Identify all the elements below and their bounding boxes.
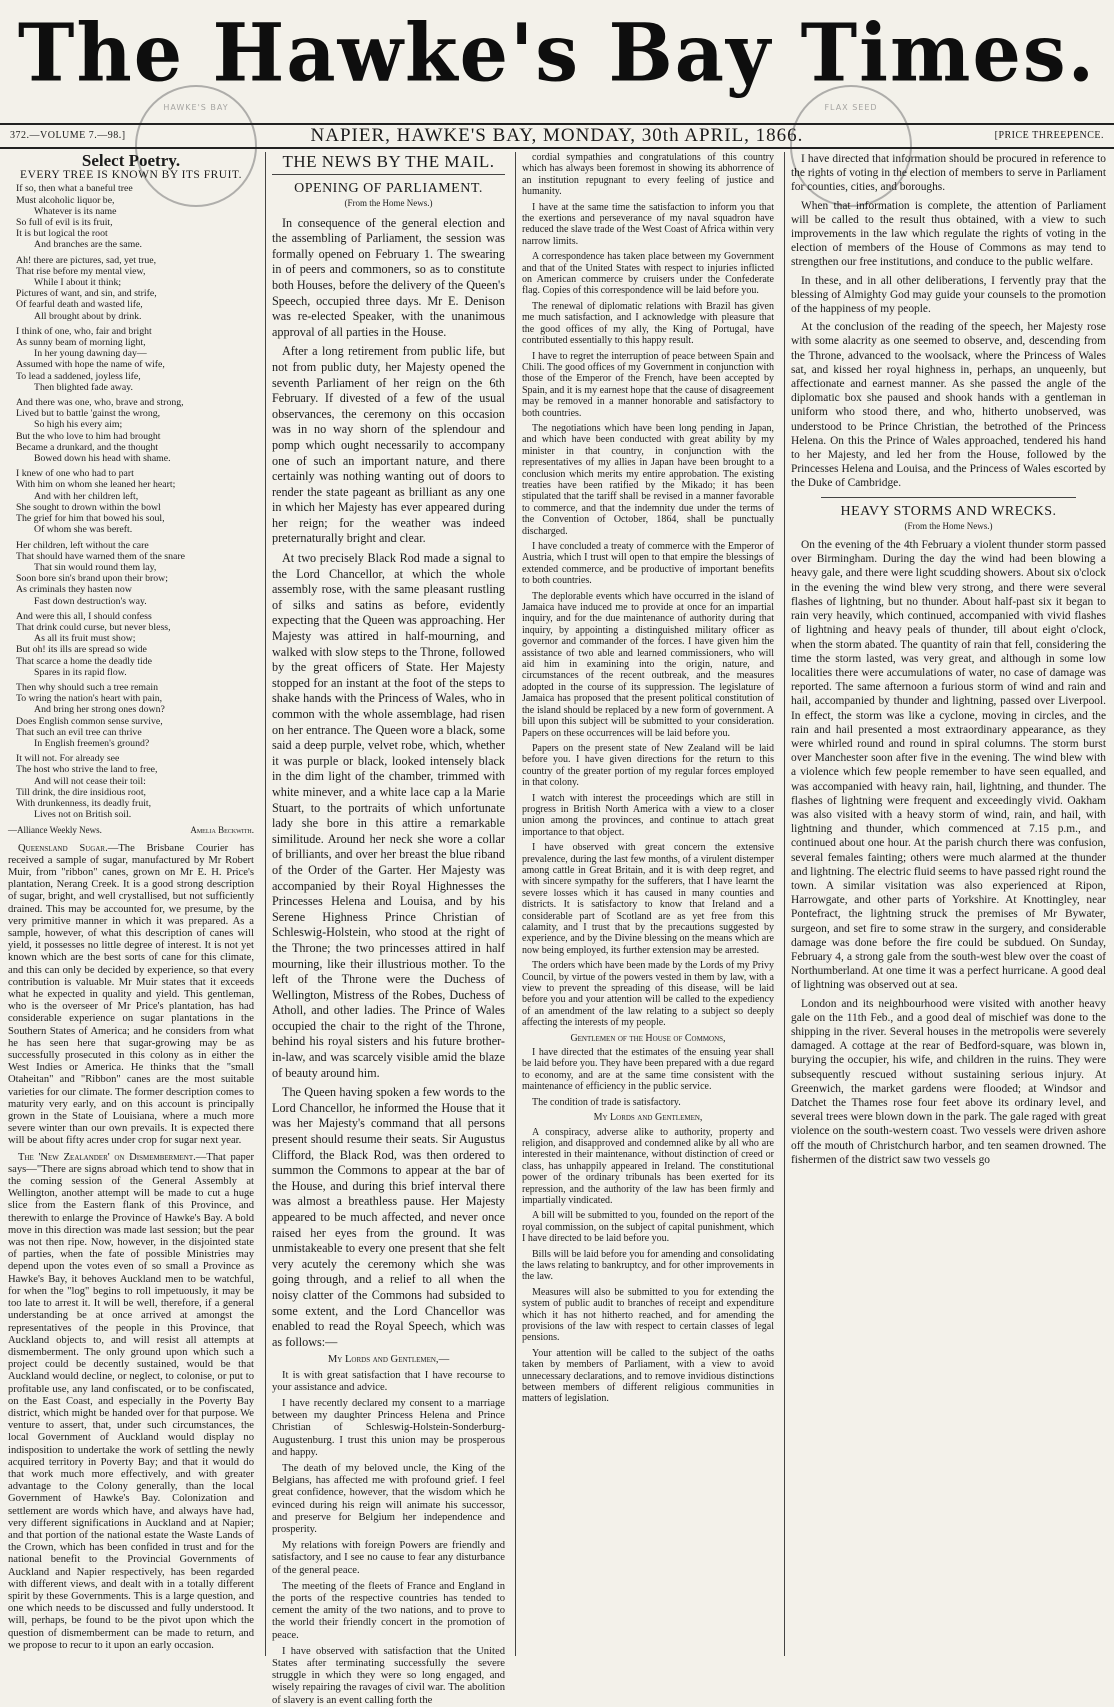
poem-line: Lived but to battle 'gainst the wrong, bbox=[16, 408, 161, 420]
poem-line: And will not cease their toil: bbox=[34, 775, 146, 787]
poem-line: The grief for him that bowed his soul, bbox=[16, 513, 165, 525]
paragraph: London and its neighbourhood were visited with another heavy gale on the 11th Feb., and a good deal of mischief was done to the shipping in the river. Several houses in the metropolis were severely damaged. A cottage at the rear of Bedford-square, was blown in, burying the occupier, his wife, and children in the ruins. They were subsequently rescued without sustaining serious injury. At Greenwich, the market gardens were flooded; at Windsor and Datchet the Thames rose four feet above its ordinary level, and several trees were blown down in the park. The gale raged with great violence on the south-western coast. Two vessels were driven ashore off the mouth of Christchurch harbor, and ten seamen drowned. The fishermen of the district saw two vessels go bbox=[791, 997, 1106, 1166]
paragraph: The death of my beloved uncle, the King of the Belgians, has affected me with profound grief. I feel great confidence, however, that the wisdom which he evinced during his reign will animate his successor, and preserve for Belgium her independence and prosperity. bbox=[272, 1462, 505, 1535]
poem-stanza bbox=[16, 183, 254, 250]
poem-credit bbox=[8, 824, 254, 836]
poem-line: And were this all, I should confess bbox=[16, 610, 152, 622]
paragraph: Bills will be laid before you for amending and consolidating the laws relating to bankruptcy, and for other improvements in the law. bbox=[522, 1248, 774, 1283]
queens-speech-end bbox=[791, 152, 1106, 316]
poem-line: That sin would round them lay, bbox=[34, 561, 157, 573]
paragraph: The deplorable events which have occurred in the island of Jamaica have induced me to provide at once for an impartial inquiry, and for the due maintenance of authority during that inquiry, by appointing a distinguished military officer as governor and commander of the forces. I have given him the assistance of two able and learned commissioners, who will aid him in examining into the origin, nature, and circumstances of the recent outbreak, and the measures adopted in the course of its suppression. The legislature of Jamaica has proposed that the present political constitution of the island should be replaced by a new form of government. A bill upon this subject will be submitted to your consideration. Papers on these occurrences will be laid before you. bbox=[522, 590, 774, 739]
paragraph: I have directed that information should be procured in reference to the rights of voting in the election of members to serve in Parliament for counties, cities, and boroughs. bbox=[791, 153, 1106, 194]
queens-speech-cont bbox=[522, 1127, 774, 1405]
paragraph: cordial sympathies and congratulations of this country which has always been foremost in showing its abhorrence of an institution repugnant to every feeling of justice and humanity. bbox=[522, 152, 774, 198]
poem-line: As sunny beam of morning light, bbox=[16, 337, 146, 349]
paragraph: I watch with interest the proceedings which are still in progress in British North America with a view to a closer union among the provinces, and continue to attach great importance to that object. bbox=[522, 792, 774, 838]
dateline-bar bbox=[0, 123, 1114, 149]
poem-line: To wring the nation's heart with pain, bbox=[16, 693, 163, 705]
article-paragraph: At the conclusion of the reading of the speech, her Majesty rose with some alacrity as one seemed to observe, and, descending from the Throne, advanced to the woolsack, where the Princess of Wales sat, and kissed her royal highness in, perhaps, an unqueenly, but affectionate and earnest manner. As she passed the angle of the diplomatic box she paused and shook hands with a gentleman in uniform who stood there, and who, hitherto unobserved, was understood to be Prince Christian, the betrothed of the Princess Helena. On this the Prince of Wales approached, tendered his hand to her Majesty, and led her from the House, followed by the Princesses Helena and Louisa, and the Princess of Wales escorted by the Duke of Cambridge. bbox=[791, 321, 1106, 490]
queens-speech bbox=[272, 1370, 505, 1707]
paragraph: In consequence of the general election and the assembling of Parliament, the session was formally opened on February 1. The swearing in of peers and commoners, so as to constitute both Houses, before the delivery of the Queen's Speech, occupied three days. Mr E. Denison was re-elected Speaker, with the unanimous approval of all parties in the House. bbox=[272, 215, 505, 339]
poem-line: Whatever is its name bbox=[34, 205, 117, 217]
newspaper-title: The Hawke's Bay Times. bbox=[17, 5, 1097, 100]
poem-stanza bbox=[16, 468, 254, 535]
poem-stanza bbox=[16, 540, 254, 607]
poem-line: As all its fruit must show; bbox=[34, 633, 136, 645]
poem-line: Does English common sense survive, bbox=[16, 715, 163, 727]
paragraph: At two precisely Black Rod made a signal to the Lord Chancellor, at which the whole assembly rose, with the same pleasant rustling of silks and satins as before, evidently expecting that the Queen was approaching. Her Majesty was attired in half-mourning, and walked with slow steps to the Throne, followed by the great officers of State. Her Majesty stopped for an instant at the foot of the steps to shake hands with the Princess of Wales, who in common with the whole assemblage, had risen on her entrance. The Queen wore a black, some said a deep purple, velvet robe, which, whether it was purple or black, looked intensely black in the dim light of the chamber, trimmed with white minever, and a white lace cap a la Marie Stuart, to the portraits of which unfortunate lady she bore in this attire a remarkable similitude. Around her neck she wore a collar of brilliants, and over her breast the blue riband of the Order of the Garter. Her Majesty was accompanied by their Royal Highnesses the Princesses Helena and Louisa, and by his Serene Highness Prince Christian of Schleswig-Holstein, who stood at the right of the Throne; the two princesses attired in half mourning, like their illustrious mother. To the left of the Throne were the Duchess of Wellington, Mistress of the Robes, Duchess of Atholl, and other ladies. The Prince of Wales occupied the chair to the right of the Throne, behind his royal sisters and his future brother-in-law, and was scarcely visible amid the blaze of beauty around him. bbox=[272, 551, 505, 1080]
queens-speech-cont bbox=[522, 152, 774, 1029]
paragraph: I have recently declared my consent to a marriage between my daughter Princess Helena and Prince Christian of Schleswig-Holstein-Sonderburg-Augustenburg. I trust this union may be prosperous and happy. bbox=[272, 1397, 505, 1458]
poem-body bbox=[8, 183, 254, 820]
poem-line: And bring her strong ones down? bbox=[34, 704, 165, 716]
poem-line: Of whom she was bereft. bbox=[34, 524, 133, 536]
poem-line: That rise before my mental view, bbox=[16, 265, 146, 277]
poem-title: EVERY TREE IS KNOWN BY ITS FRUIT. bbox=[20, 169, 242, 182]
storms-heading: HEAVY STORMS AND WRECKS. bbox=[840, 503, 1057, 519]
divider bbox=[821, 497, 1076, 498]
paragraph: Papers on the present state of New Zealand will be laid before you. I have given directions for the return to this country of the greater portion of my regular forces employed in that colony. bbox=[522, 742, 774, 789]
paragraph: After a long retirement from public life, but not from public duty, her Majesty opened the seventh Parliament of her reign on the 6th February. If divested of a few of the usual observances, the ceremony on this occasion was in no way shorn of the splendour and pomp which ought necessarily to accompany one of such an important nature, and there certainly was nothing wanting out of doors to render the state pageant as brilliant as any one in which her Majesty has ever appeared during her reign; for the weather was indeed preternaturally bright and clear. bbox=[272, 344, 505, 546]
source-note: (From the Home News.) bbox=[344, 198, 433, 209]
poem-line: With him on whom she leaned her heart; bbox=[16, 479, 176, 491]
poem-line: Then blighted fade away. bbox=[34, 381, 133, 393]
price-label: [PRICE THREEPENCE. bbox=[994, 130, 1104, 141]
select-poetry-heading: Select Poetry. bbox=[81, 151, 181, 170]
poem-stanza bbox=[16, 611, 254, 678]
poem-line: Fast down destruction's way. bbox=[34, 595, 147, 607]
paragraph: My relations with foreign Powers are friendly and satisfactory, and I see no cause to fear any disturbance of the general peace. bbox=[272, 1540, 505, 1576]
poem-line: If so, then what a baneful tree bbox=[16, 183, 133, 195]
postal-stamp-right: FLAX SEED bbox=[790, 85, 912, 207]
paragraph: The renewal of diplomatic relations with Brazil has given me much satisfaction, and I acknowledge with pleasure that the good offices of my ally, the King of Portugal, have contributed essentially to this happy result. bbox=[522, 300, 774, 347]
poem-line: It is but logical the root bbox=[16, 228, 108, 240]
place-and-date: NAPIER, HAWKE'S BAY, MONDAY, 30th APRIL, 1866. bbox=[310, 125, 804, 146]
column-1 bbox=[8, 152, 260, 1656]
paragraph: A correspondence has taken place between my Government and that of the United States with respect to injuries inflicted on American commerce by cruisers under the Confederate flag. Copies of this correspondence will be laid before you. bbox=[522, 251, 774, 297]
queens-speech-cont bbox=[522, 1047, 774, 1108]
poem-line: Ah! there are pictures, sad, yet true, bbox=[16, 254, 157, 266]
poem-line: Must alcoholic liquor be, bbox=[16, 194, 115, 206]
poem-line: She sought to drown within the bowl bbox=[16, 501, 161, 513]
poem-line: So full of evil is its fruit, bbox=[16, 217, 113, 229]
poem-line: That scarce a home the deadly tide bbox=[16, 655, 153, 667]
paragraph: Measures will also be submitted to you for extending the system of public audit to branches of receipt and expenditure which it has not hitherto reached, and for amending the provisions of the law with respect to certain classes of legal pensions. bbox=[522, 1286, 774, 1344]
poem-line: Soon bore sin's brand upon their brow; bbox=[16, 573, 168, 585]
article-body bbox=[272, 216, 505, 1351]
poem-line: With drunkenness, its deadly fruit, bbox=[16, 797, 152, 809]
news-by-mail-heading: THE NEWS BY THE MAIL. bbox=[272, 156, 505, 175]
poem-line: And there was one, who, brave and strong, bbox=[16, 397, 184, 409]
paragraph: I have directed that the estimates of the ensuing year shall be laid before you. They have been prepared with a due regard to economy, and are at the same time consistent with the maintenance of efficiency in the public service. bbox=[522, 1047, 774, 1093]
article-heading: Queensland Sugar. bbox=[18, 842, 108, 854]
poem-line: In her young dawning day— bbox=[34, 348, 147, 360]
paragraph: The condition of trade is satisfactory. bbox=[532, 1096, 681, 1108]
paragraph: A conspiracy, adverse alike to authority, property and religion, and disapproved and condemned alike by all who are interested in their maintenance, without distinction of creed or class, has unhappily appeared in Ireland. The constitutional power of the ordinary tribunals has been exerted for its repression, and the authority of the law has been firmly and impartially vindicated. bbox=[522, 1126, 774, 1206]
poem-line: Pictures of want, and sin, and strife, bbox=[16, 288, 157, 300]
paragraph: When that information is complete, the attention of Parliament will be called to the result thus obtained, with a view to such improvements in the law which regulate the rights of voting in the election of members of the House of Commons as may tend to strengthen our free institutions, and conduce to the public welfare. bbox=[791, 199, 1106, 269]
poem-line: While I about it think; bbox=[34, 277, 122, 289]
poem-line: Spares in its rapid flow. bbox=[34, 666, 127, 678]
paragraph: The Queen having spoken a few words to the Lord Chancellor, he informed the House that it was her Majesty's command that all persons present should resume their seats. Sir Augustus Clifford, the Black Rod, was then ordered to summon the Commons to appear at the bar of the House, and during this brief interval there was almost a breathless pause. Her Majesty appeared to be much affected, and never once raised her eyes from the ground. It was unmistakeable to every one present that she felt very acutely the ceremony which she was going through, and a relief to all when the noisy clatter of the Commons had subsided to some extent, and the Lord Chancellor was enabled to read the Royal Speech, which was as follows:— bbox=[272, 1085, 505, 1349]
source-note: (From the Home News.) bbox=[904, 520, 993, 531]
poem-line: To lead a saddened, joyless life, bbox=[16, 370, 141, 382]
paragraph: In these, and in all other deliberations, I fervently pray that the blessing of Almighty God may guide your counsels to the promotion of the happiness of my people. bbox=[791, 274, 1106, 316]
article-paragraph: Queensland Sugar.—The Brisbane Courier has received a sample of sugar, manufactured by Mr Robert Muir, from "ribbon" canes, grown on Mr E. H. Price's plantation, Nerang Creek. It is a good strong description of sugar, bright, and well crystallised, but not sufficiently drained. This may be accounted for, we presume, by the very primitive manner in which it was prepared. As a sample, however, of what this description of canes will yield, it possesses no little degree of interest. It is not yet known which are the best sorts of cane for this climate, and this can only be decided by experience, so that every contribution is valuable. Mr Muir states that it exceeds what he expected in quality and yield. This gentleman, who is the overseer of Mr Price's plantation, has had considerable experience on sugar plantations in the Southern States of America; and he considers from what he has seen here that sugar-growing may be as successfully prosecuted in this colony as in either the West Indies or America. He thinks that the "small Otaheitan" and "Ribbon" canes are the most suitable varieties for our climate. The former description comes to maturity very early, and on this account is principally grown in the State of Louisiana, where a much more severe winter than our own prevails. It is expected there will be about fifty acres under crop for sugar next year. bbox=[8, 842, 254, 1147]
poem-stanza bbox=[16, 255, 254, 322]
column-2 bbox=[265, 152, 511, 1706]
poem-stanza bbox=[16, 753, 254, 820]
poem-stanza bbox=[16, 682, 254, 749]
paragraph: The negotiations which have been long pending in Japan, and which have been conducted with great ability by my minister in that country, in conjunction with the representatives of my allies in Japan have been brought to a conclusion which merits my entire approbation. The existing treaties have been ratified by the Mikado; it has been stipulated that the tariff shall be revised in a manner favorable to commerce, and that the indemnity due under the terms of the Convention of October, 1864, shall be punctually discharged. bbox=[522, 422, 774, 537]
volume-number: 372.—VOLUME 7.—98.] bbox=[10, 130, 126, 141]
poem-line: I think of one, who, fair and bright bbox=[16, 325, 152, 337]
poem-line: Then why should such a tree remain bbox=[16, 681, 159, 693]
poem-author: Amelia Beckwith. bbox=[190, 825, 254, 836]
paragraph: I have observed with great concern the extensive prevalence, during the last few months, of a virulent distemper among cattle in Great Britain, and it is with deep regret, and with sincere sympathy for the sufferers, that I have learnt the severe losses which it has caused in many counties and districts. It is satisfactory to know that Ireland and a considerable part of Scotland are as yet free from this calamity, and I trust that by the precautions suggested by experience, and by the Divine blessing on the means which are now being employed, its further extension may be arrested. bbox=[522, 842, 774, 956]
column-3 bbox=[515, 152, 780, 1656]
storm-article-body bbox=[791, 538, 1106, 1167]
poem-line: In English freemen's ground? bbox=[34, 737, 150, 749]
poem-line: That such an evil tree can thrive bbox=[16, 726, 142, 738]
poem-line: But the who love to him had brought bbox=[16, 430, 161, 442]
poem-line: And branches are the same. bbox=[34, 239, 142, 251]
poem-line: Her children, left without the care bbox=[16, 539, 149, 551]
poem-line: I knew of one who had to part bbox=[16, 468, 134, 480]
poem-line: But oh! its ills are spread so wide bbox=[16, 644, 147, 656]
paragraph: It is with great satisfaction that I have recourse to your assistance and advice. bbox=[272, 1369, 505, 1393]
poem-line: And with her children left, bbox=[34, 490, 139, 502]
paragraph: The orders which have been made by the Lords of my Privy Council, by virtue of the powers vested in them by law, with a view to prevent the spreading of this disease, will be laid before you and your attention will be called to the expediency of an amendment of the law relating to a subject so deeply affecting the interests of my people. bbox=[522, 960, 774, 1029]
poem-stanza bbox=[16, 397, 254, 464]
opening-parliament-heading: OPENING OF PARLIAMENT. bbox=[294, 181, 483, 197]
paragraph: On the evening of the 4th February a violent thunder storm passed over Birmingham. During the day the wind had been blowing a heavy gale, and there were light scudding showers. About six o'clock in the evening the wind blew very strong, and there were several flashes of lightning, but no thunder. About half-past six it began to rain very heavily, which continued, accompanied with vivid flashes of lightning and heavy peals of thunder, till about eight o'clock, when the storm abated. The quantity of rain that fell, considering the time the storm lasted, was very great, and although in some low localities there were accumulations of water, no case of damage was reported. The same afternoon a furious storm of wind and rain and hail, accompanied by thunder and lightning, passed over Liverpool. In effect, the storm was like a cyclone, moving in circles, and the rain and hail presented a most extraordinary appearance, as they were whirled round and round in spiral columns. The storm burst over Manchester soon after five in the evening. The wind blew with a violence which few people remember to have seen equalled, and was accompanied with heavy rain, hail, lightning, and thunder. The flashes of lightning were frequent and exceedingly vivid. Oakham was also visited with a heavy storm of wind, rain, and hail, with lightning and thunder, which commenced at 7.15 p.m., and continued about one hour. At the parish church there was confusion, several females fainting; others were much alarmed at the thunder and lightning. The electric fluid seems to have passed right round the town. A similar visitation was also experienced at Ripon, Harrowgate, and other parts of Yorkshire. At Knottingley, near Pontefract, the lightning struck the premises of Mr Bywater, surgeon, and set fire to some straw in the surgery, and considerable damage was done before the fire could be subdued. On Sunday, February 4, a strong gale from the south-west blew over the coast of Northumberland. At one time it was a perfect hurricane. A good deal of lightning was observed out at sea. bbox=[791, 539, 1106, 992]
poem-line: That should have warned them of the snare bbox=[16, 550, 185, 562]
poem-source: —Alliance Weekly News. bbox=[8, 825, 102, 836]
speech-salutation: My Lords and Gentlemen, bbox=[593, 1112, 703, 1124]
speech-salutation: Gentlemen of the House of Commons, bbox=[570, 1032, 726, 1044]
paragraph: The meeting of the fleets of France and England in the ports of the respective countries has tended to cement the amity of the two nations, and to prove to the world their friendly concert in the promotion of peace. bbox=[272, 1580, 505, 1641]
poem-line: Bowed down his head with shame. bbox=[34, 453, 171, 465]
poem-line: It will not. For already see bbox=[16, 753, 120, 765]
poem-line: That drink could curse, but never bless, bbox=[16, 621, 171, 633]
poem-line: All brought about by drink. bbox=[34, 310, 142, 322]
paragraph: I have to regret the interruption of peace between Spain and Chili. The good offices of my Government in conjunction with those of the Emperor of the French, have been accepted by Spain, and it is my earnest hope that the cause of disagreement may be removed in a manner honorable and satisfactory to both countries. bbox=[522, 350, 774, 419]
article-heading: The 'New Zealander' on Dismemberment. bbox=[18, 1151, 196, 1163]
paragraph: Your attention will be called to the subject of the oaths taken by members of Parliament, with a view to avoid unnecessary declarations, and to remove invidious distinctions between members of different religious communities in matters of legislation. bbox=[522, 1347, 774, 1405]
paragraph: I have concluded a treaty of commerce with the Emperor of Austria, which I trust will open to that empire the blessings of extended commerce, and be productive of important benefits to both countries. bbox=[522, 541, 774, 587]
column-4 bbox=[784, 152, 1106, 1656]
poem-line: Of fearful death and wasted life, bbox=[16, 299, 143, 311]
poem-line: So high his every aim; bbox=[34, 419, 123, 431]
poem-line: The host who strive the land to free, bbox=[16, 764, 158, 776]
poem-stanza bbox=[16, 326, 254, 393]
poem-line: Till drink, the dire insidious root, bbox=[16, 786, 146, 798]
postal-stamp-left: HAWKE'S BAY bbox=[135, 85, 257, 207]
poem-line: Became a drunkard, and the thought bbox=[16, 441, 159, 453]
paragraph: I have at the same time the satisfaction to inform you that the exertions and perseverance of my naval squadron have reduced the slave trade of the West Coast of Africa within very narrow limits. bbox=[522, 201, 774, 247]
paragraph: A bill will be submitted to you, founded on the report of the royal commission, on the subject of capital punishment, which I have directed to be laid before you. bbox=[522, 1210, 774, 1245]
speech-salutation: My Lords and Gentlemen,— bbox=[327, 1354, 450, 1366]
poem-line: As criminals they hasten now bbox=[16, 584, 132, 596]
article-paragraph: The 'New Zealander' on Dismemberment.—That paper says—"There are signs abroad which tend to show that in the coming session of the General Assembly at Wellington, another attempt will be made to cut a huge slice from the Eastern flank of this Province, and therewith to enlarge the Province of Hawke's Bay. A bold move in this direction was made last session; but the pear was not then ripe. Now, however, in the disjointed state of parties, when the fate of possible Ministries may depend upon the votes even of so small a Province as Hawke's Bay, it behoves Auckland men to be watchful, for when the "log" begins to roll impetuously, it may be too late to arrest it. It will be well, therefore, if a general understanding be at once arrived at amongst the representatives of the people in this Province, that Auckland objects to, and will resist all attempts at dismemberment. The only ground upon which such a project could be decently sustained, would be that Auckland would decline, or neglect, to colonise, or put to profitable use, any land confiscated, or to be confiscated, on the East Coast, and especially in the Poverty Bay district, which might be handed over for that purpose. We venture to assert, that, under such circumstances, the local Government of Auckland would display no indisposition to undertake the work of settling the newly acquired territory in Poverty Bay; and that it would do that work much more effectively, and with greater advantage to the Colony generally, than the local Government of Hawke's Bay. Colonization and settlement are words which have, and always have had, very different significations in Auckland and at Napier; and that portion of the national estate the Waste Lands of the Crown, which has been confided in trust and for the national benefit to the Provincial Governments of Auckland and Napier respectively, has been regarded with different views, and dealt with in a totally different spirit by these Governments. This is a large question, and one which needs to be discussed and fully understood. It will, perhaps, be found to be the pivot upon which the question of dismemberment can be made to return, and we propose to recur to it upon an early occasion. bbox=[8, 1151, 254, 1651]
paragraph: I have observed with satisfaction that the United States after terminating successfully the severe struggle in which they were so long engaged, and wisely repairing the ravages of civil war. The abolition of slavery is an event calling forth the bbox=[272, 1645, 505, 1706]
poem-line: Lives not on British soil. bbox=[34, 809, 132, 821]
poem-line: Assumed with hope the name of wife, bbox=[16, 359, 165, 371]
